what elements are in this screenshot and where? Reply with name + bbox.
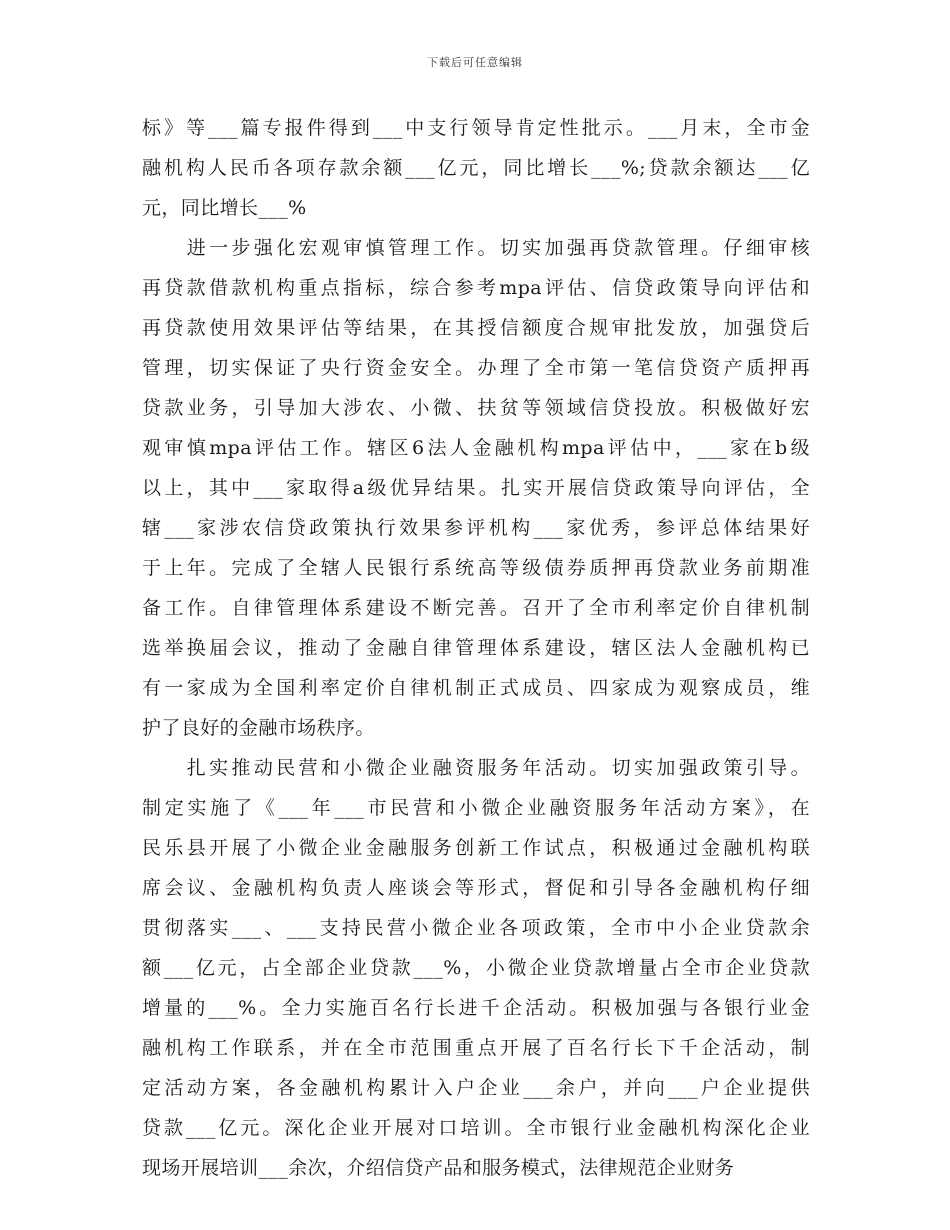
paragraph <box>142 748 810 1188</box>
text-line: 扎实推动民营和小微企业融资服务年活动。切实加强政策引导。 <box>142 757 810 779</box>
document-body <box>142 108 810 1188</box>
text-line: 增量的___%。全力实施百名行长进千企活动。积极加强与各银行业金 <box>142 997 810 1019</box>
text-line: 贷款业务，引导加大涉农、小微、扶贫等领域信贷投放。积极做好宏 <box>142 397 810 419</box>
text-line: 选举换届会议，推动了金融自律管理体系建设，辖区法人金融机构已 <box>142 637 810 659</box>
text-line: 现场开展培训___余次，介绍信贷产品和服务模式，法律规范企业财务 <box>142 1157 735 1179</box>
text-line: 席会议、金融机构负责人座谈会等形式，督促和引导各金融机构仔细 <box>142 877 810 899</box>
text-line: 元，同比增长___% <box>142 197 307 219</box>
paragraph <box>142 108 810 228</box>
page-header: 下载后可任意编辑 <box>427 56 523 69</box>
text-line: 融机构人民币各项存款余额___亿元，同比增长___%;贷款余额达___亿 <box>142 157 810 179</box>
text-line: 管理，切实保证了央行资金安全。办理了全市第一笔信贷资产质押再 <box>142 357 810 379</box>
paragraph <box>142 228 810 748</box>
text-line: 辖___家涉农信贷政策执行效果参评机构___家优秀，参评总体结果好 <box>142 517 810 539</box>
text-line: 有一家成为全国利率定价自律机制正式成员、四家成为观察成员，维 <box>142 677 810 699</box>
text-line: 贷款___亿元。深化企业开展对口培训。全市银行业金融机构深化企业 <box>142 1117 810 1139</box>
text-line: 备工作。自律管理体系建设不断完善。召开了全市利率定价自律机制 <box>142 597 810 619</box>
text-line: 标》等___篇专报件得到___中支行领导肯定性批示。___月末，全市金 <box>142 117 810 139</box>
text-line: 进一步强化宏观审慎管理工作。切实加强再贷款管理。仔细审核 <box>142 237 810 259</box>
text-line: 贯彻落实___、___支持民营小微企业各项政策，全市中小企业贷款余 <box>142 917 810 939</box>
text-line: 再贷款借款机构重点指标，综合参考mpa评估、信贷政策导向评估和 <box>142 277 810 299</box>
text-line: 额___亿元，占全部企业贷款___%，小微企业贷款增量占全市企业贷款 <box>142 957 810 979</box>
text-line: 以上，其中___家取得a级优异结果。扎实开展信贷政策导向评估，全 <box>142 477 810 499</box>
text-line: 融机构工作联系，并在全市范围重点开展了百名行长下千企活动，制 <box>142 1037 810 1059</box>
text-line: 定活动方案，各金融机构累计入户企业___余户，并向___户企业提供 <box>142 1077 810 1099</box>
text-line: 护了良好的金融市场秩序。 <box>142 717 375 739</box>
text-line: 再贷款使用效果评估等结果，在其授信额度合规审批发放，加强贷后 <box>142 317 810 339</box>
text-line: 制定实施了《___年___市民营和小微企业融资服务年活动方案》，在 <box>142 797 810 819</box>
text-line: 民乐县开展了小微企业金融服务创新工作试点，积极通过金融机构联 <box>142 837 810 859</box>
text-line: 于上年。完成了全辖人民银行系统高等级债券质押再贷款业务前期准 <box>142 557 810 579</box>
text-line: 观审慎mpa评估工作。辖区6法人金融机构mpa评估中，___家在b级 <box>142 437 810 459</box>
